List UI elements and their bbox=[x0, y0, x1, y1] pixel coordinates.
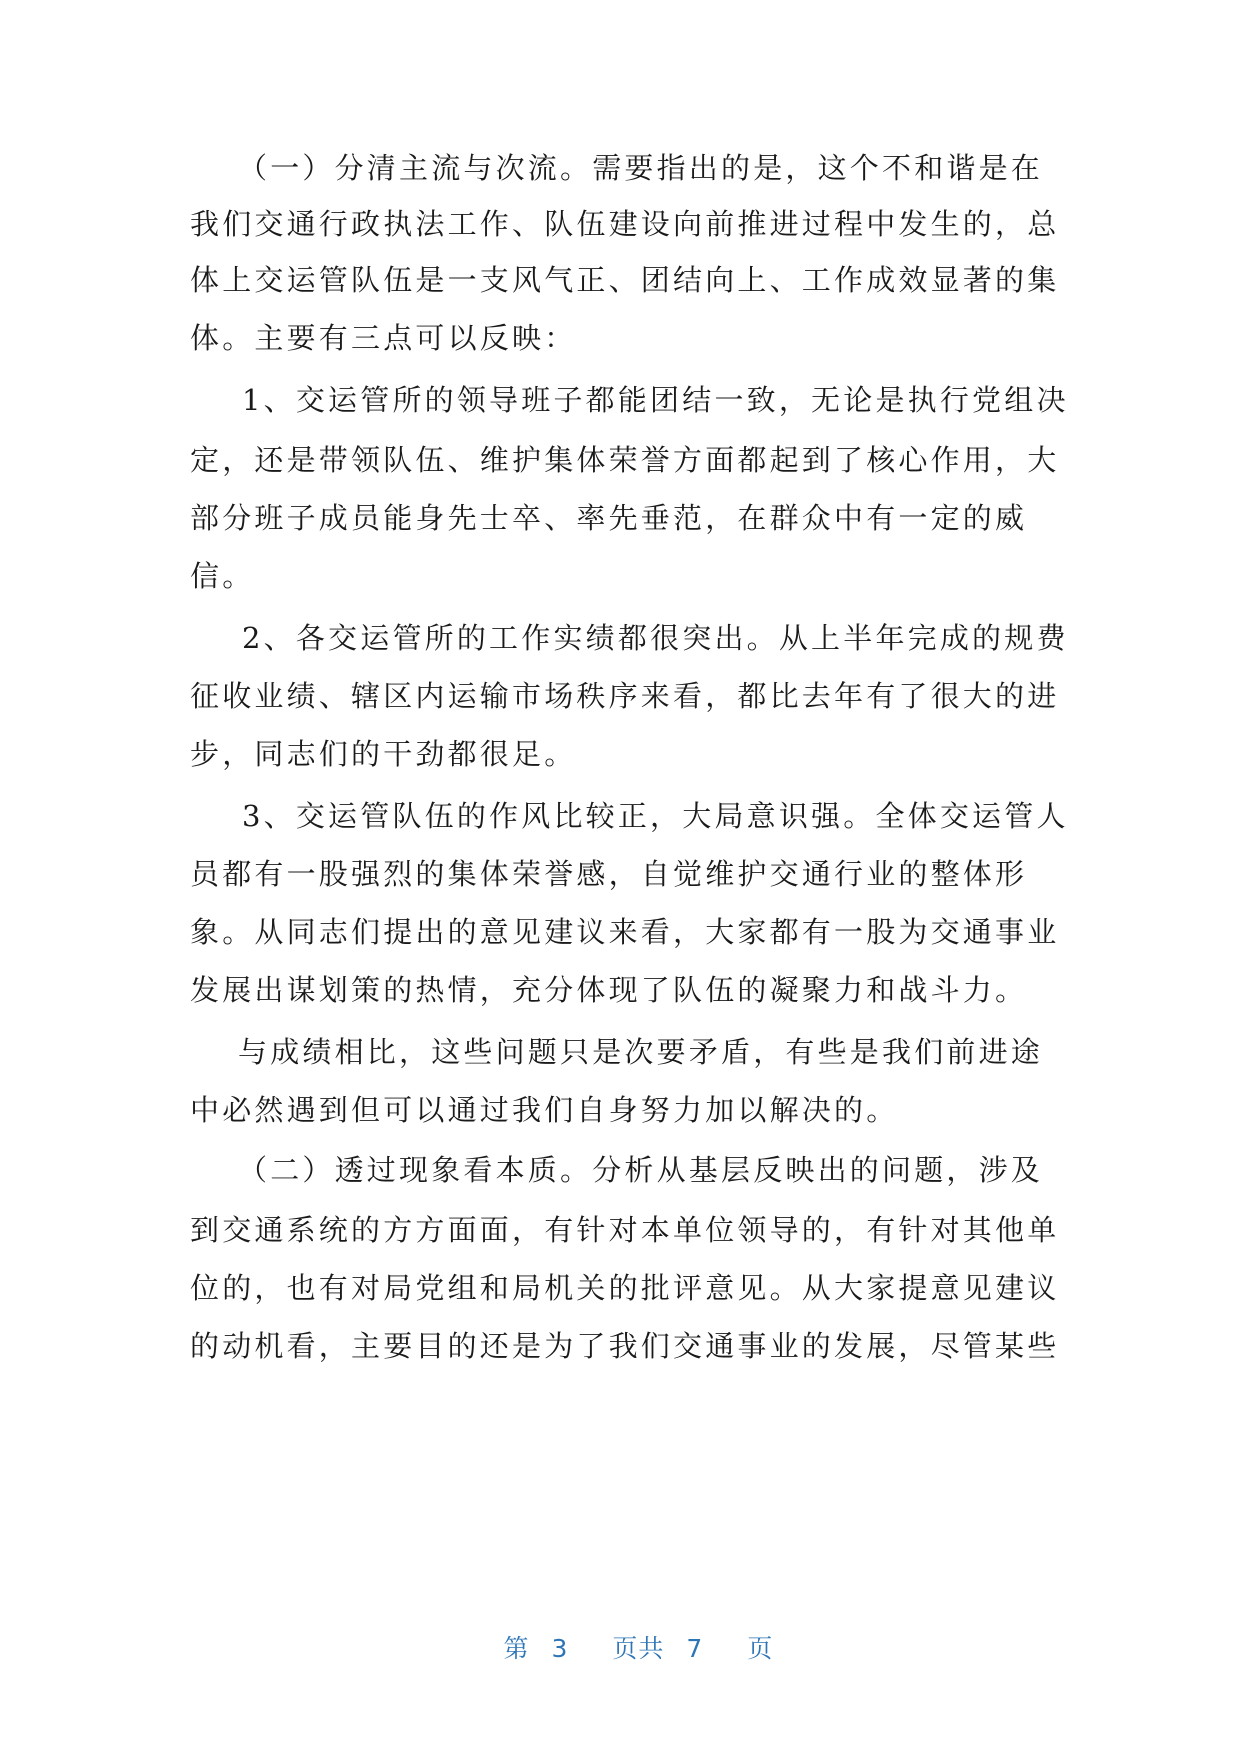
text-line: （一）分清主流与次流。需要指出的是，这个不和谐是在 bbox=[238, 151, 1044, 185]
text-line: 定，还是带领队伍、维护集体荣誉方面都起到了核心作用，大 bbox=[190, 443, 1060, 477]
text-line: 象。从同志们提出的意见建议来看，大家都有一股为交通事业 bbox=[190, 915, 1060, 949]
text-line: 的动机看，主要目的还是为了我们交通事业的发展，尽管某些 bbox=[190, 1329, 1060, 1363]
text-line: 与成绩相比，这些问题只是次要矛盾，有些是我们前进途 bbox=[238, 1035, 1044, 1069]
text-line: 征收业绩、辖区内运输市场秩序来看，都比去年有了很大的进 bbox=[190, 679, 1060, 713]
footer-current-page: 3 bbox=[551, 1634, 569, 1663]
text-line: 发展出谋划策的热情，充分体现了队伍的凝聚力和战斗力。 bbox=[190, 973, 1028, 1007]
text-line: 部分班子成员能身先士卒、率先垂范，在群众中有一定的威 bbox=[190, 501, 1028, 535]
text-line: 员都有一股强烈的集体荣誉感，自觉维护交通行业的整体形 bbox=[190, 857, 1028, 891]
text-line: 位的，也有对局党组和局机关的批评意见。从大家提意见建议 bbox=[190, 1271, 1060, 1305]
text-line: 3、交运管队伍的作风比较正，大局意识强。全体交运管人 bbox=[242, 799, 1069, 833]
text-line: 1、交运管所的领导班子都能团结一致，无论是执行党组决 bbox=[242, 383, 1069, 417]
text-line: 中必然遇到但可以通过我们自身努力加以解决的。 bbox=[190, 1093, 899, 1127]
footer-suffix: 页 bbox=[747, 1634, 774, 1663]
text-line: 到交通系统的方方面面，有针对本单位领导的，有针对其他单 bbox=[190, 1213, 1060, 1247]
footer-prefix: 第 bbox=[503, 1634, 530, 1663]
footer-total-pages: 7 bbox=[686, 1634, 704, 1663]
text-line: 体上交运管队伍是一支风气正、团结向上、工作成效显著的集 bbox=[190, 263, 1060, 297]
text-line: 步，同志们的干劲都很足。 bbox=[190, 737, 577, 771]
footer-middle: 页共 bbox=[612, 1634, 665, 1663]
text-line: 我们交通行政执法工作、队伍建设向前推进过程中发生的，总 bbox=[190, 207, 1060, 241]
text-line: 2、各交运管所的工作实绩都很突出。从上半年完成的规费 bbox=[242, 621, 1069, 655]
text-line: 体。主要有三点可以反映： bbox=[190, 321, 577, 355]
text-line: 信。 bbox=[190, 559, 255, 593]
text-line: （二）透过现象看本质。分析从基层反映出的问题，涉及 bbox=[238, 1153, 1044, 1187]
page-footer bbox=[0, 1600, 1241, 1694]
